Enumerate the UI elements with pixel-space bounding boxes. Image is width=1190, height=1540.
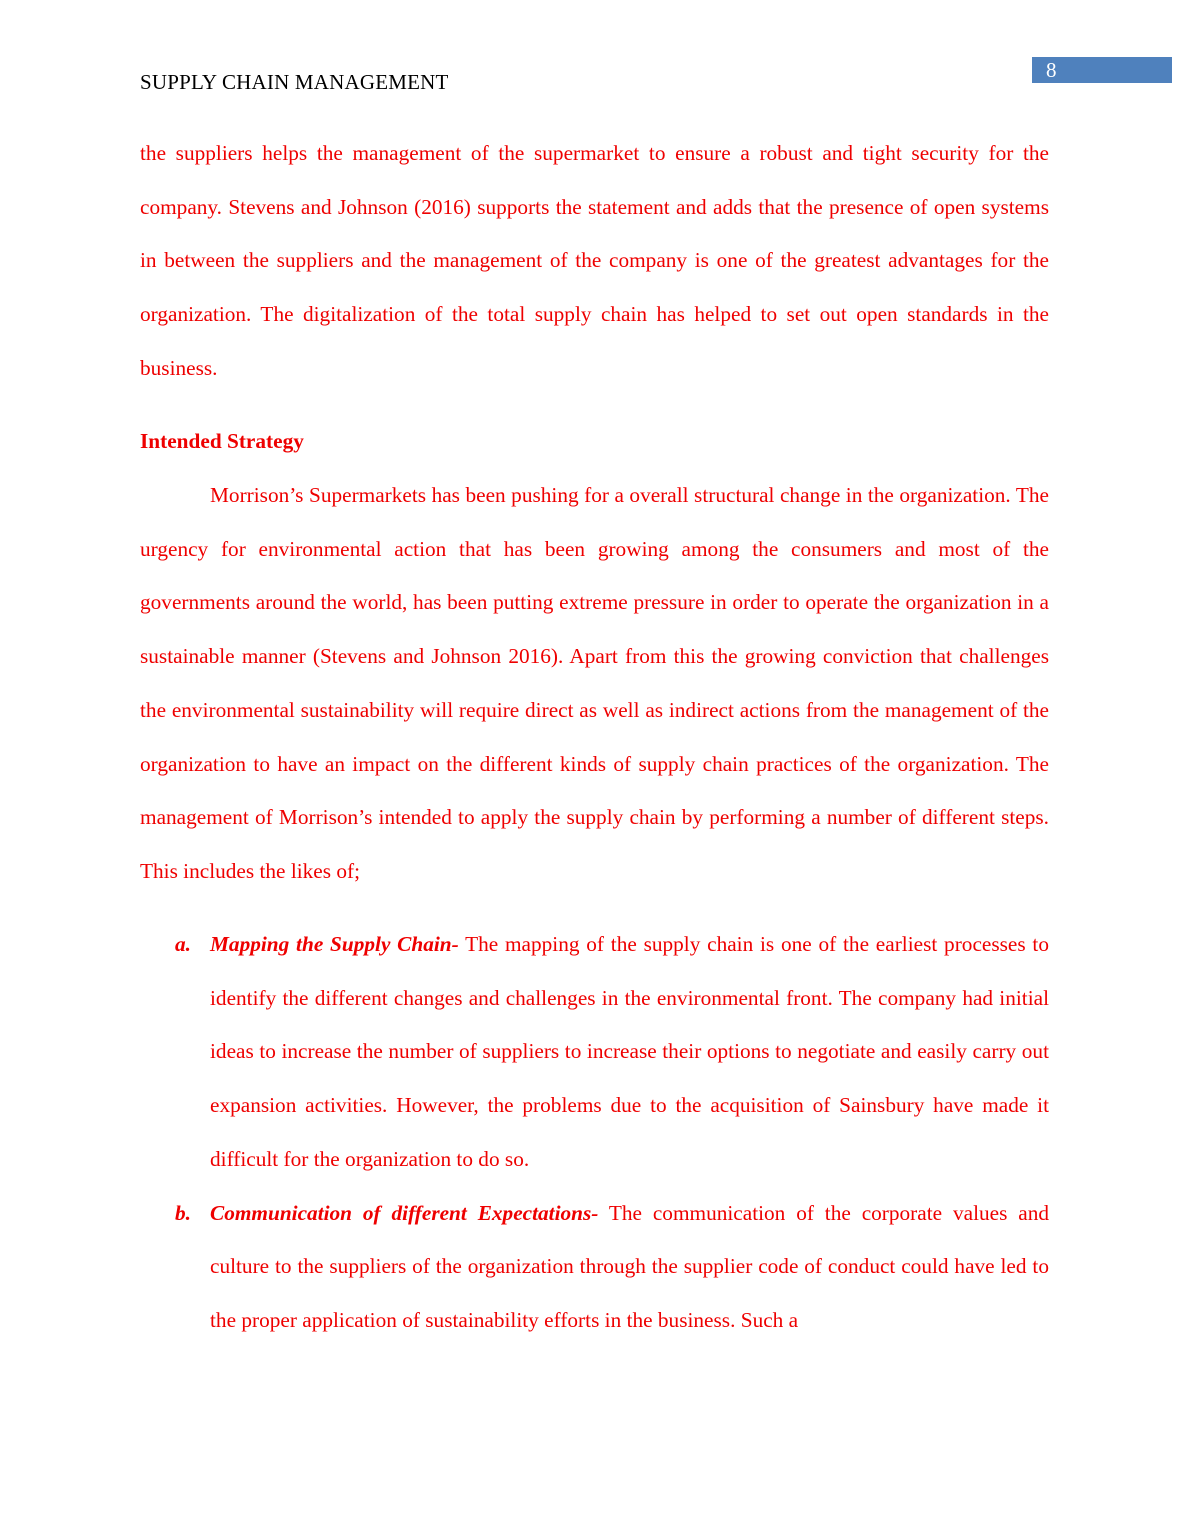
list-marker: b. (175, 1200, 191, 1225)
list-item-title: Mapping the Supply Chain- (210, 932, 459, 956)
body-paragraph-1: the suppliers helps the management of the supermarket to ensure a robust and tight security for the company. Stevens and Johnson (2016) supports the statement and adds that the presence of open systems in between the suppliers and the management of the company is one of the greatest advantages for the organization. The digitalization of the total supply chain has helped to set out open standards in the business. (140, 141, 1049, 380)
list-item-text: The communication of the corporate values and culture to the suppliers of the organization through the supplier code of conduct could have led to the proper application of sustainability efforts in the business. Such a (210, 1200, 1049, 1332)
running-header: SUPPLY CHAIN MANAGEMENT (140, 70, 449, 94)
list-item (140, 1187, 1049, 1348)
page-number-box (1032, 57, 1172, 83)
strategy-list (140, 918, 1049, 1348)
list-item-title: Communication of different Expectations- (210, 1200, 599, 1225)
section-heading: Intended Strategy (140, 429, 304, 453)
list-marker: a. (175, 932, 191, 956)
list-item (140, 918, 1049, 1187)
page-number: 8 (1046, 58, 1057, 82)
body-paragraph-2: Morrison’s Supermarkets has been pushing for a overall structural change in the organization. The urgency for environmental action that has been growing among the consumers and most of the governments around the world, has been putting extreme pressure in order to operate the organization in a sustainable manner (Stevens and Johnson 2016). Apart from this the growing conviction that challenges the environmental sustainability will require direct as well as indirect actions from the management of the organization to have an impact on the different kinds of supply chain practices of the organization. The management of Morrison’s intended to apply the supply chain by performing a number of different steps. This includes the likes of; (140, 483, 1049, 883)
list-item-text: The mapping of the supply chain is one of the earliest processes to identify the different changes and challenges in the environmental front. The company had initial ideas to increase the number of suppliers to increase their options to negotiate and easily carry out expansion activities. However, the problems due to the acquisition of Sainsbury have made it difficult for the organization to do so. (210, 932, 1049, 1171)
